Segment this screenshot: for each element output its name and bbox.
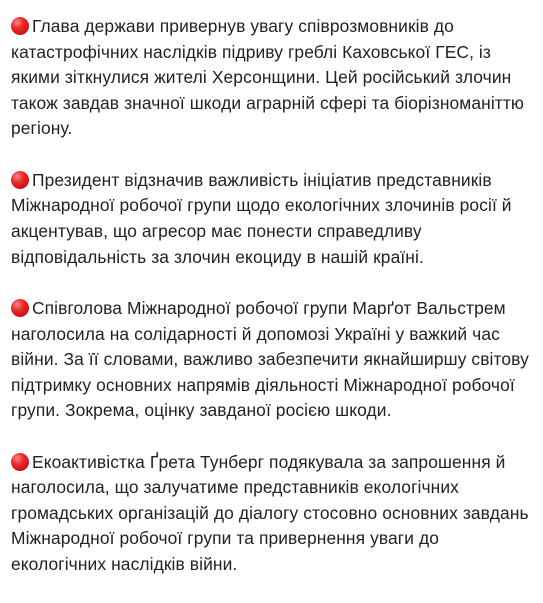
paragraph-1-text: Глава держави привернув увагу співрозмовників до катастрофічних наслідків підриву греблі Каховської ГЕС, із якими зіткнулися жителі Херсонщини. Цей російський злочин також завдав значної шкоди аграрній сфері та біорізноманіттю регіону.	[11, 16, 525, 139]
red-circle-icon	[11, 453, 29, 471]
paragraph-3-text: Співголова Міжнародної робочої групи Марґот Вальстрем наголосила на солідарності й допомозі Україні у важкий час війни. За її словами, важливо забезпечити якнайширшу світову підтримку основних напрямів діяльності Міжнародної робочої групи. Зокрема, оцінку завданої росією шкоди.	[11, 297, 529, 421]
paragraph-4	[11, 450, 539, 578]
paragraph-2	[11, 168, 539, 270]
message-body	[11, 14, 539, 603]
paragraph-2-text: Президент відзначив важливість ініціатив представників Міжнародної робочої групи щодо екологічних злочинів росії й акцентував, що агресор має понести справедливу відповідальність за злочин екоциду в нашій країні.	[11, 169, 512, 267]
paragraph-1	[11, 14, 539, 142]
red-circle-icon	[11, 299, 29, 317]
paragraph-4-text: Екоактивістка Ґрета Тунберг подякувала за запрошення й наголосила, що залучатиме представників екологічних громадських організацій до діалогу стосовно основних завдань Міжнародної робочої групи та привернення уваги до екологічних наслідків війни.	[11, 451, 529, 575]
paragraph-3	[11, 296, 539, 424]
red-circle-icon	[11, 17, 29, 35]
red-circle-icon	[11, 171, 29, 189]
